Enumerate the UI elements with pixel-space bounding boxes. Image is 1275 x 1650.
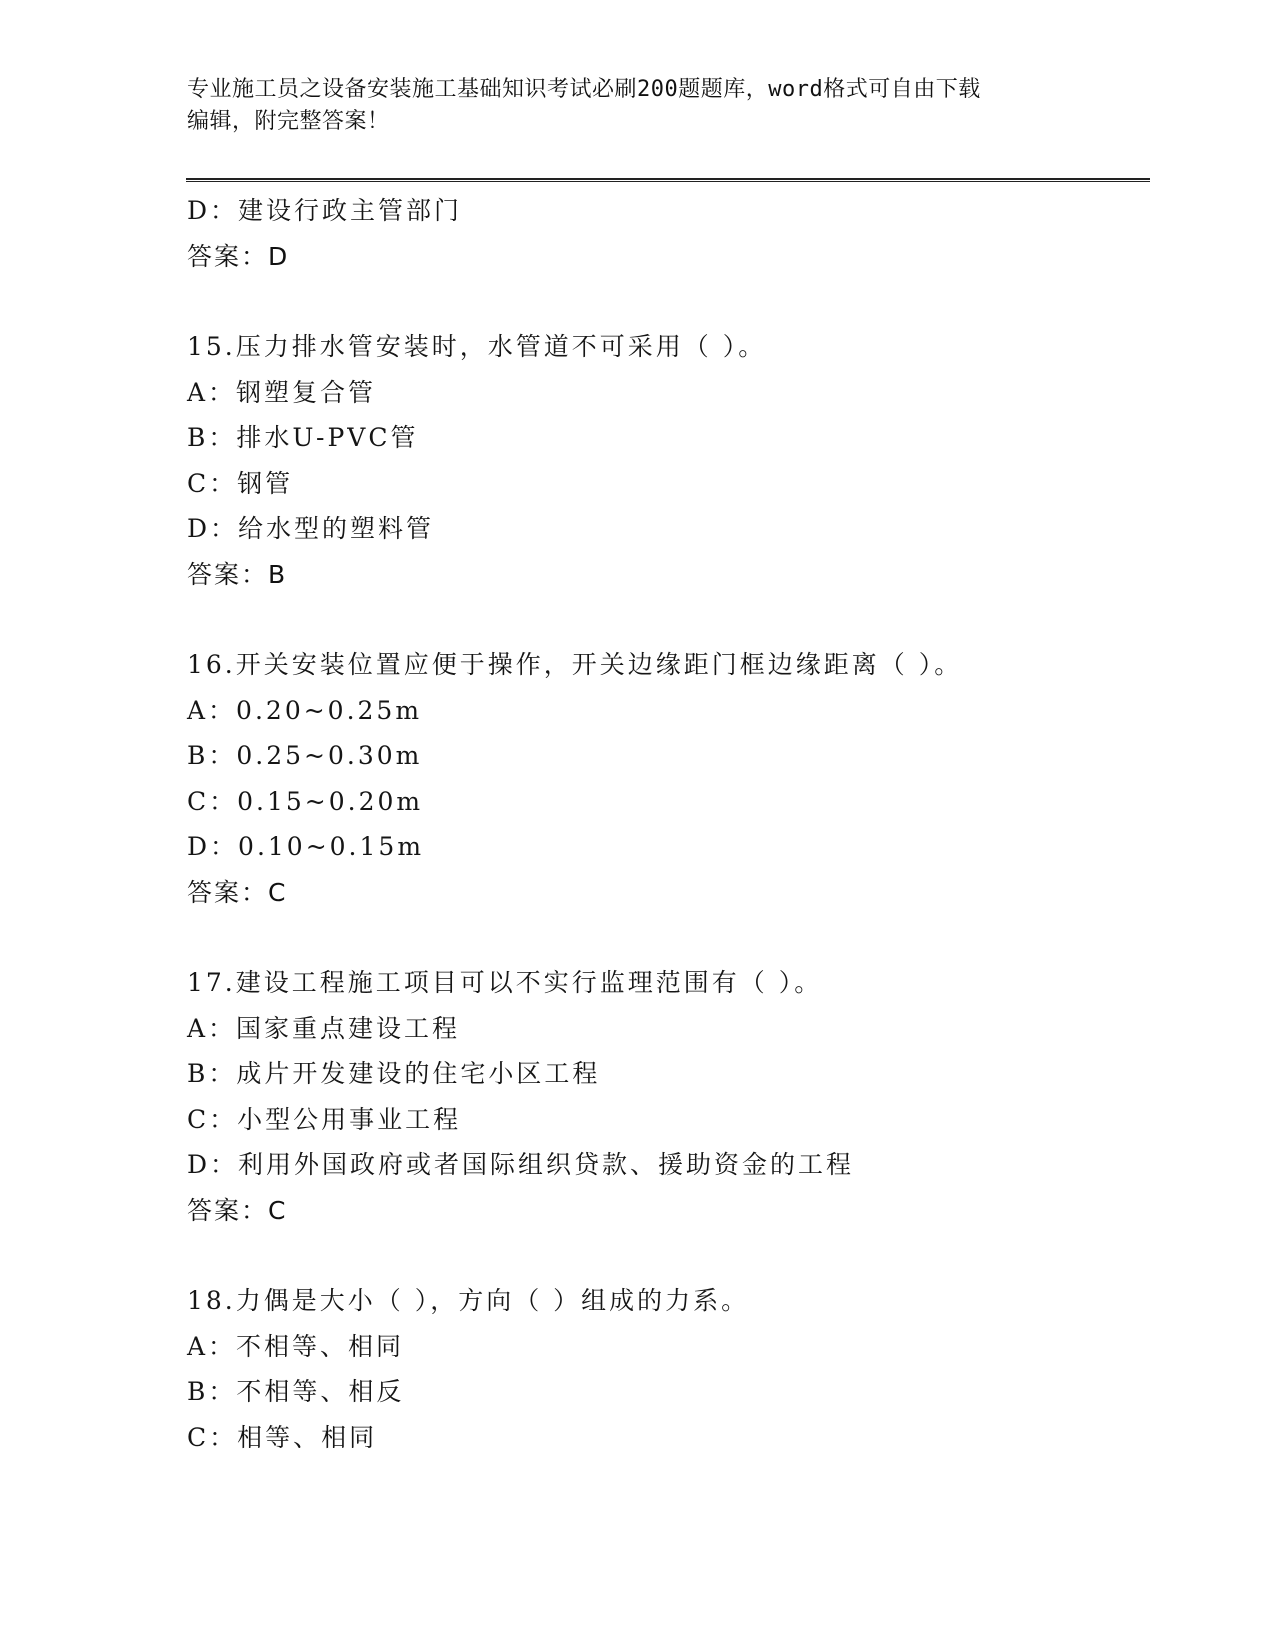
- option-c: C：小型公用事业工程: [187, 1104, 462, 1134]
- spacer: [187, 279, 1147, 324]
- option-c: C：0.15~0.20m: [187, 786, 424, 816]
- question-stem: 16.开关安装位置应便于操作，开关边缘距门框边缘距离（ ）。: [187, 650, 963, 679]
- answer-line: 答案：C: [187, 1195, 288, 1225]
- question-list: [187, 188, 1147, 1460]
- header-title-line-1: 专业施工员之设备安装施工基础知识考试必刷200题题库，word格式可自由下载: [187, 77, 981, 102]
- option-a: A：0.20~0.25m: [187, 695, 423, 725]
- question-stem: 18.力偶是大小（ ），方向（ ）组成的力系。: [187, 1286, 750, 1315]
- option-d: D：建设行政主管部门: [187, 196, 463, 225]
- carryover-question: [187, 188, 1147, 279]
- option-d: D：给水型的塑料管: [187, 514, 435, 543]
- question-15: [187, 324, 1147, 597]
- option-a: A：不相等、相同: [187, 1331, 405, 1361]
- answer-line: 答案：B: [187, 559, 288, 589]
- option-b: B：0.25~0.30m: [187, 741, 423, 770]
- question-stem: 17.建设工程施工项目可以不实行监理范围有（ ）。: [187, 968, 823, 997]
- option-a: A：钢塑复合管: [187, 377, 377, 407]
- option-b: B：不相等、相反: [187, 1377, 405, 1406]
- option-c: C：钢管: [187, 468, 294, 498]
- option-a: A：国家重点建设工程: [187, 1013, 461, 1043]
- option-d: D：利用外国政府或者国际组织贷款、援助资金的工程: [187, 1150, 855, 1179]
- header-divider: [186, 178, 1150, 182]
- question-stem: 15.压力排水管安装时，水管道不可采用（ ）。: [187, 332, 767, 361]
- question-18: [187, 1278, 1147, 1460]
- question-16: [187, 642, 1147, 915]
- option-d: D：0.10~0.15m: [187, 832, 425, 861]
- answer-line: 答案：C: [187, 877, 288, 907]
- option-b: B：成片开发建设的住宅小区工程: [187, 1059, 601, 1088]
- document-header: [187, 74, 1067, 138]
- option-c: C：相等、相同: [187, 1422, 378, 1452]
- answer-line: 答案：D: [187, 241, 290, 271]
- option-b: B：排水U-PVC管: [187, 423, 419, 452]
- question-17: [187, 960, 1147, 1233]
- header-title-line-2: 编辑，附完整答案！: [187, 109, 390, 134]
- spacer: [187, 915, 1147, 960]
- spacer: [187, 597, 1147, 642]
- spacer: [187, 1233, 1147, 1278]
